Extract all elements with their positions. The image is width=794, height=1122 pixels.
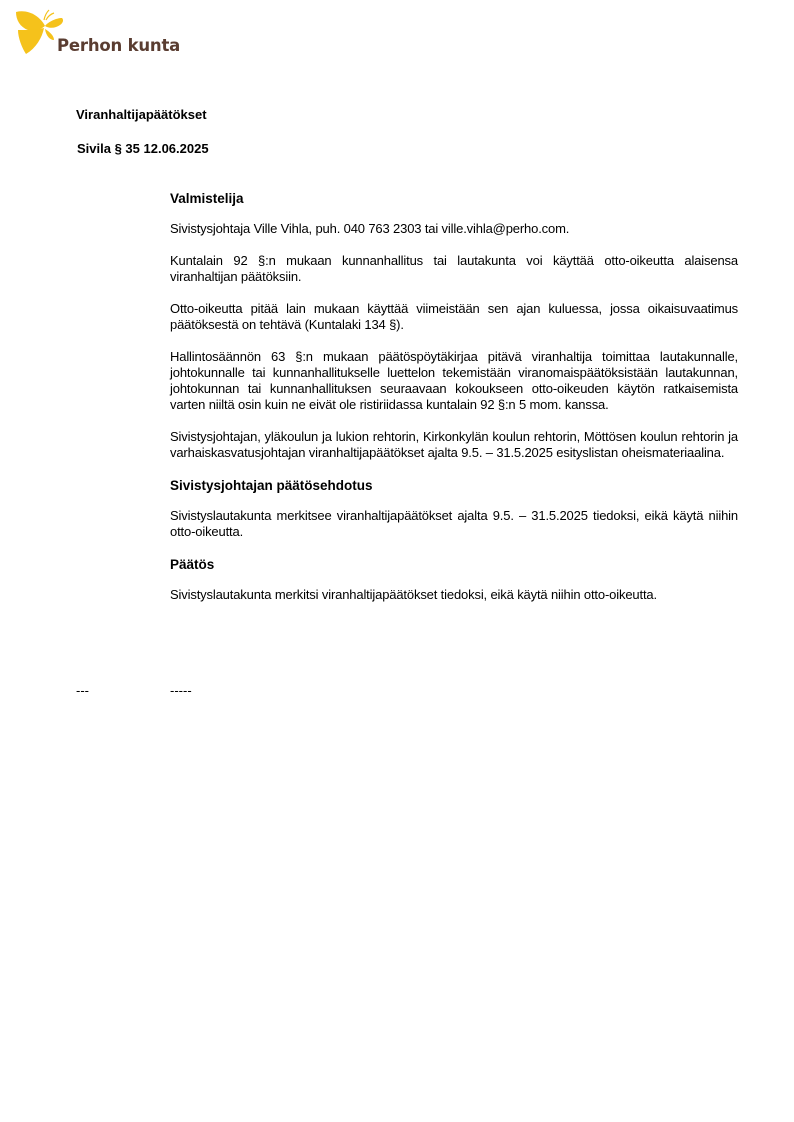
document-subtitle: Sivila § 35 12.06.2025 xyxy=(77,141,209,156)
logo-text: Perhon kunta xyxy=(57,36,181,55)
paragraph-otto-oikeus: Otto-oikeutta pitää lain mukaan käyttää viimeistään sen ajan kuluessa, jossa oikaisuvaatimus päätöksestä on tehtävä (Kuntalaki 134 §). xyxy=(170,301,738,332)
document-title: Viranhaltijapäätökset xyxy=(76,107,207,122)
paragraph-contact: Sivistysjohtaja Ville Vihla, puh. 040 763 2303 tai ville.vihla@perho.com. xyxy=(170,221,570,236)
paragraph-viranhaltijapaatokset: Sivistysjohtajan, yläkoulun ja lukion rehtorin, Kirkonkylän koulun rehtorin, Möttösen koulun rehtorin ja varhaiskasvatusjohtajan viranhaltijapäätökset ajalta 9.5. – 31.5.2025 esityslistan oheismateriaalina. xyxy=(170,429,738,460)
footer-dashes-left: --- xyxy=(76,683,89,698)
logo xyxy=(14,8,184,58)
paragraph-hallintosaanto: Hallintosäännön 63 §:n mukaan päätöspöytäkirjaa pitävä viranhaltija toimittaa lautakunnalle, johtokunnalle tai kunnanhallitukselle luettelon tekemistään viranomaispäätöksistään lautakunnan, johtokunnan tai kunnanhallituksen seuraavaan kokoukseen otto-oikeuden käytön ratkaisemista varten niiltä osin kuin ne eivät ole ristiriidassa kuntalain 92 §:n 5 mom. kanssa. xyxy=(170,349,738,412)
footer-dashes-right: ----- xyxy=(170,683,192,698)
section-title-valmistelija: Valmistelija xyxy=(170,191,244,206)
paragraph-kuntalaki-92: Kuntalain 92 §:n mukaan kunnanhallitus tai lautakunta voi käyttää otto-oikeutta alaisensa viranhaltijan päätöksiin. xyxy=(170,253,738,284)
paragraph-paatos: Sivistyslautakunta merkitsi viranhaltijapäätökset tiedoksi, eikä käytä niihin otto-oikeutta. xyxy=(170,587,657,602)
section-title-paatos: Päätös xyxy=(170,557,215,572)
section-title-ehdotus: Sivistysjohtajan päätösehdotus xyxy=(170,478,373,493)
paragraph-ehdotus: Sivistyslautakunta merkitsee viranhaltijapäätökset ajalta 9.5. – 31.5.2025 tiedoksi, eikä käytä niihin otto-oikeutta. xyxy=(170,508,738,539)
document-body xyxy=(170,190,738,619)
